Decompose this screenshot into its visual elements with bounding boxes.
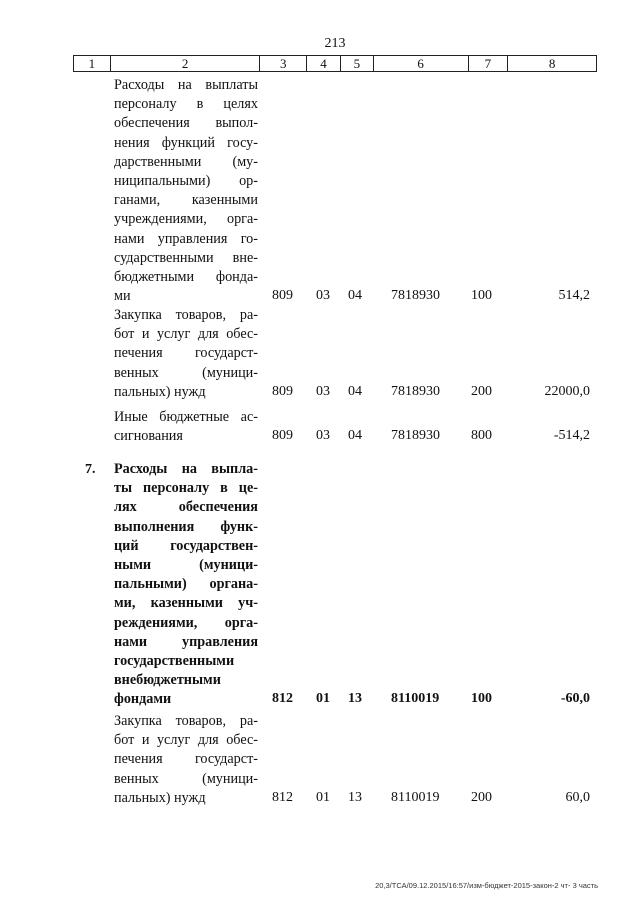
description-line: нения функций госу- (114, 134, 258, 151)
header-col-6: 6 (374, 56, 469, 71)
cell-col-7: 100 (471, 288, 492, 304)
row-description (114, 712, 258, 808)
row-description (114, 306, 258, 402)
cell-col-5: 04 (348, 428, 362, 444)
description-line: дарственными (му- (114, 153, 258, 170)
description-line: ми (114, 288, 131, 305)
page-number: 213 (324, 36, 346, 51)
description-line: ганами, казенными (114, 192, 258, 209)
cell-col-8: 22000,0 (544, 383, 590, 399)
description-line: Расходы на выпла- (114, 461, 258, 477)
description-line: бот и услуг для обес- (114, 732, 258, 749)
cell-col-8: -514,2 (553, 428, 590, 444)
description-line: учреждениями, орга- (114, 211, 258, 228)
row-description (114, 408, 258, 446)
cell-col-4: 03 (316, 383, 330, 399)
header-col-4: 4 (307, 56, 341, 71)
header-col-8: 8 (548, 56, 556, 71)
description-line: венных (муници- (114, 770, 258, 787)
cell-col-7: 800 (471, 428, 492, 444)
cell-col-5: 04 (348, 288, 362, 304)
cell-col-7: 200 (471, 383, 492, 399)
cell-col-5: 04 (348, 383, 362, 399)
cell-col-3: 812 (272, 691, 293, 707)
row-description (114, 76, 258, 306)
description-line: персоналу в целях (114, 96, 258, 113)
description-line: пальных) нужд (114, 789, 206, 806)
description-line: ными (муници- (114, 557, 258, 574)
cell-col-5: 13 (348, 789, 362, 805)
table-header (73, 55, 597, 72)
cell-col-6: 8110019 (391, 789, 440, 805)
cell-col-3: 809 (272, 428, 293, 444)
description-line: обеспечения выпол- (114, 115, 258, 132)
description-line: Закупка товаров, ра- (114, 713, 258, 729)
row-number: 7. (85, 462, 96, 477)
cell-col-5: 13 (348, 691, 362, 707)
cell-col-7: 100 (471, 691, 492, 707)
description-line: бюджетными фонда- (114, 269, 258, 286)
cell-col-8: -60,0 (560, 691, 590, 707)
description-line: пальными) органа- (114, 576, 258, 593)
header-col-2: 2 (111, 56, 260, 71)
description-line: сударственными вне- (114, 249, 258, 266)
description-line: Расходы на выплаты (114, 77, 258, 93)
cell-col-4: 03 (316, 428, 330, 444)
cell-col-8: 60,0 (565, 789, 590, 805)
cell-col-6: 7818930 (391, 428, 440, 444)
cell-col-7: 200 (471, 789, 492, 805)
header-col-5: 5 (341, 56, 374, 71)
cell-col-4: 01 (316, 691, 330, 707)
description-line: ты персоналу в це- (114, 480, 258, 497)
header-col-7: 7 (469, 56, 509, 71)
description-line: реждениями, орга- (114, 614, 258, 631)
description-line: выполнения функ- (114, 518, 258, 535)
cell-col-4: 03 (316, 288, 330, 304)
cell-col-8: 514,2 (558, 288, 590, 304)
cell-col-3: 809 (272, 288, 293, 304)
header-col-1: 1 (74, 56, 111, 71)
description-line: фондами (114, 691, 172, 708)
description-line: государственными (114, 653, 235, 670)
description-line: бот и услуг для обес- (114, 326, 258, 343)
description-line: внебюджетными (114, 672, 221, 689)
description-line: печения государст- (114, 345, 258, 362)
description-line: лях обеспечения (114, 499, 258, 516)
description-line: Закупка товаров, ра- (114, 307, 258, 323)
cell-col-3: 809 (272, 383, 293, 399)
description-line: нами управления (114, 633, 258, 650)
cell-col-6: 7818930 (391, 383, 440, 399)
description-line: Иные бюджетные ас- (114, 409, 258, 425)
description-line: печения государст- (114, 751, 258, 768)
description-line: сигнования (114, 428, 183, 445)
description-line: пальных) нужд (114, 383, 206, 400)
description-line: ниципальными) ор- (114, 173, 258, 190)
description-line: нами управления го- (114, 230, 258, 247)
header-col-3: 3 (260, 56, 307, 71)
description-line: ций государствен- (114, 537, 258, 554)
document-footer: 20,3/ТСА/09.12.2015/16:57/изм-бюджет-2015-закон-2 чт- 3 часть (375, 881, 598, 890)
cell-col-6: 8110019 (391, 691, 440, 707)
description-line: венных (муници- (114, 364, 258, 381)
cell-col-6: 7818930 (391, 288, 440, 304)
cell-col-3: 812 (272, 789, 293, 805)
description-line: ми, казенными уч- (114, 595, 258, 612)
cell-col-4: 01 (316, 789, 330, 805)
row-description (114, 460, 258, 710)
